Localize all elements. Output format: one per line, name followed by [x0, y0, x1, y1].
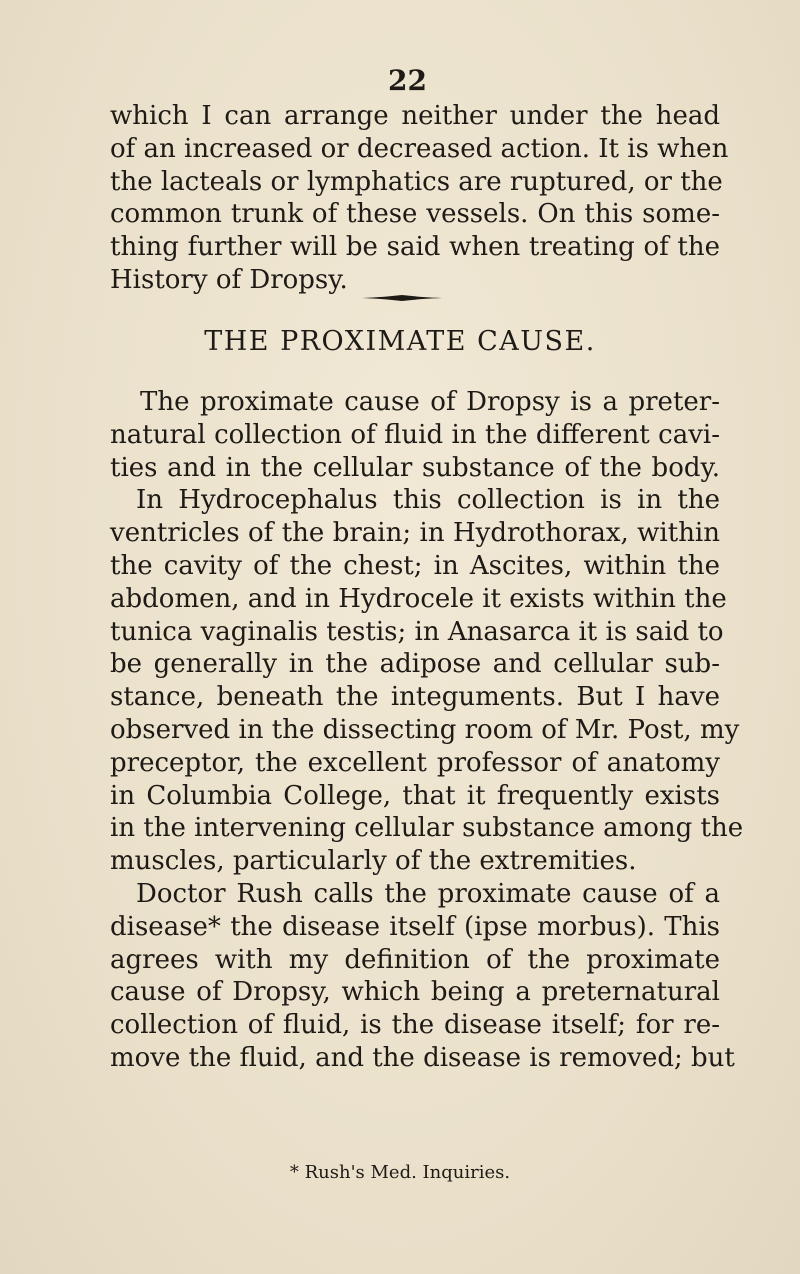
text-line: natural collection of fluid in the different cavi- [110, 419, 720, 450]
footnote: * Rush's Med. Inquiries. [289, 1162, 511, 1183]
text-line: thing further will be said when treating of the [110, 232, 720, 263]
text-line: tunica vaginalis testis; in Anasarca it is said to [110, 616, 724, 647]
text-line: be generally in the adipose and cellular sub- [110, 649, 720, 680]
text-line: in the intervening cellular substance among the [110, 813, 744, 844]
page-number: 22 [388, 64, 427, 97]
text-line: the cavity of the chest; in Ascites, within the [110, 550, 720, 581]
text-line: collection of fluid, is the disease itself; for re- [110, 1010, 720, 1041]
text-line: in Columbia College, that it frequently exists [110, 780, 720, 811]
text-line: In Hydrocephalus this collection is in the [136, 485, 720, 516]
paragraph-proximate-cause [110, 386, 744, 1075]
text-line: the lacteals or lymphatics are ruptured, or the [110, 166, 723, 197]
section-heading: THE PROXIMATE CAUSE. [204, 326, 596, 357]
text-line: preceptor, the excellent professor of anatomy [110, 747, 720, 778]
text-line: Doctor Rush calls the proximate cause of a [136, 878, 720, 909]
text-line: common trunk of these vessels. On this some- [110, 199, 720, 230]
text-line: ventricles of the brain; in Hydrothorax, within [110, 518, 720, 549]
text-line: move the fluid, and the disease is removed; but [110, 1042, 735, 1073]
text-line: History of Dropsy. [110, 264, 348, 295]
text-line: stance, beneath the integuments. But I have [110, 682, 720, 713]
text-line: The proximate cause of Dropsy is a preter- [140, 387, 720, 417]
ornamental-divider [362, 294, 442, 302]
text-line: agrees with my definition of the proximate [110, 944, 720, 975]
text-line: muscles, particularly of the extremities. [110, 846, 637, 877]
text-line: disease* the disease itself (ipse morbus). This [110, 911, 720, 942]
text-line: which I can arrange neither under the head [110, 101, 720, 131]
text-line: abdomen, and in Hydrocele it exists within the [110, 583, 727, 614]
text-line: of an increased or decreased action. It is when [110, 133, 729, 164]
paragraph-continuation [110, 100, 729, 297]
text-line: observed in the dissecting room of Mr. Post, my [110, 714, 740, 745]
text-line: cause of Dropsy, which being a preternatural [110, 977, 720, 1008]
text-line: ties and in the cellular substance of the body. [110, 452, 720, 483]
